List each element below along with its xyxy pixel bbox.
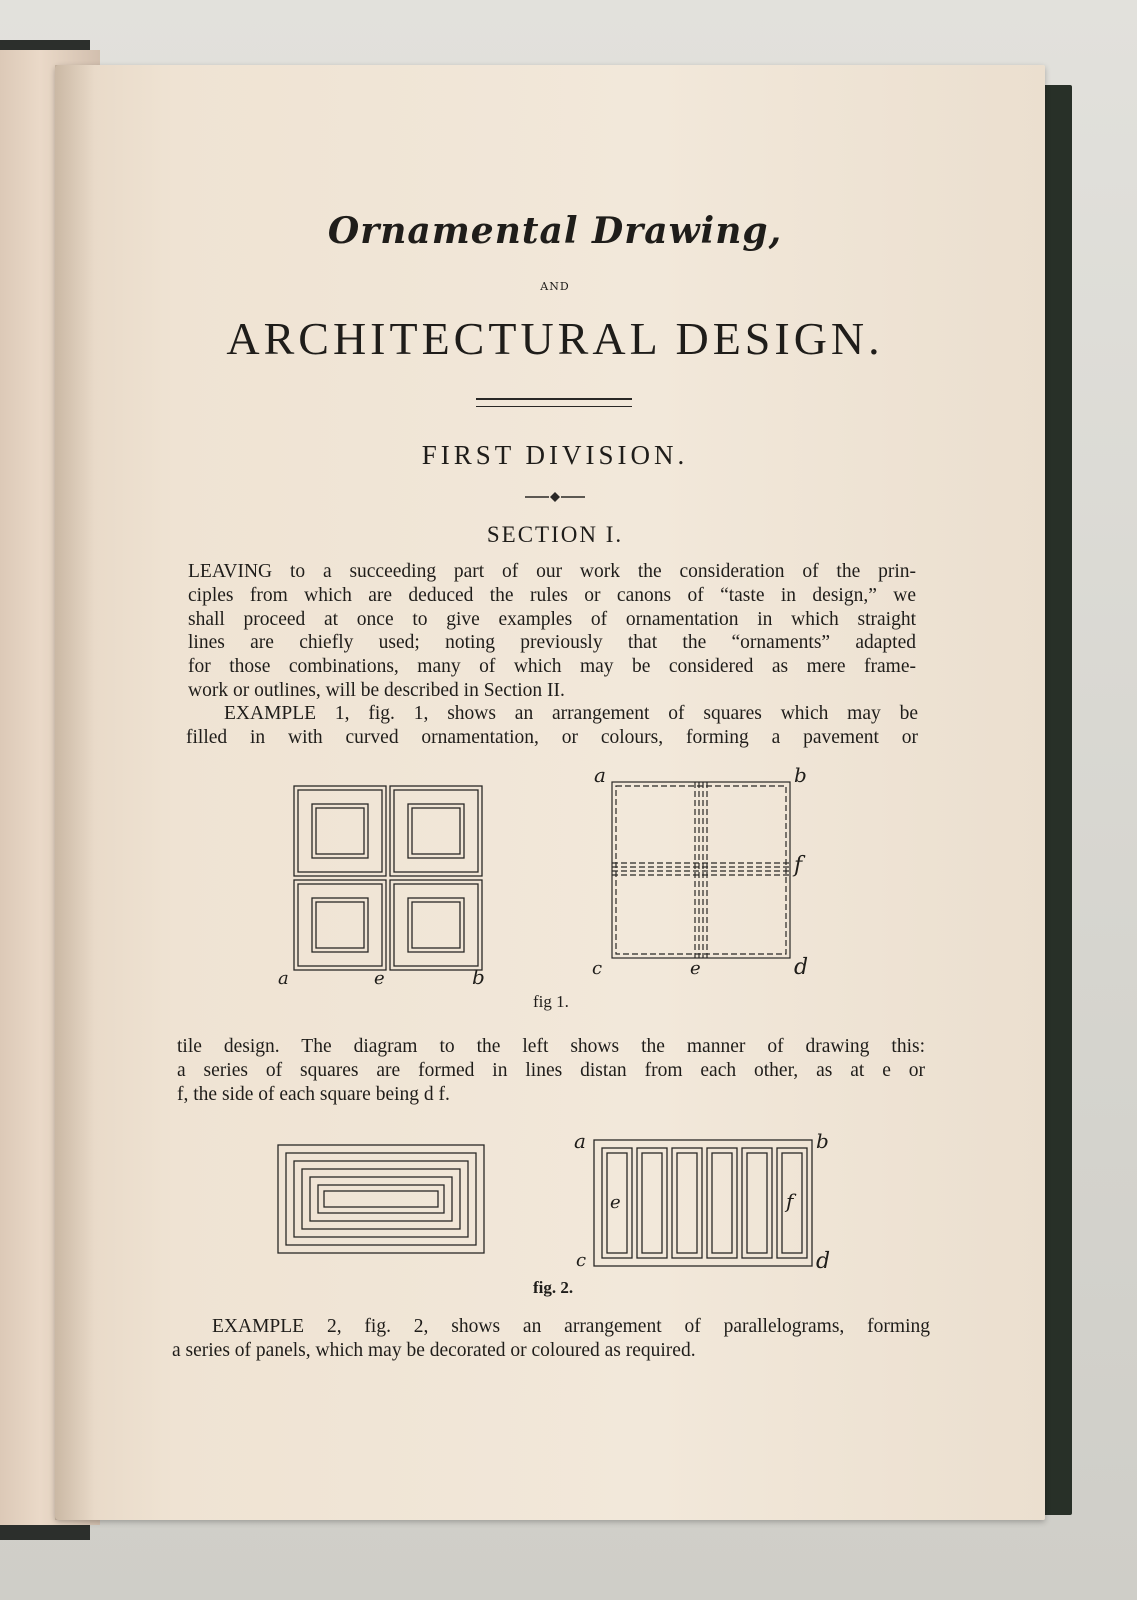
paragraph-example-1 (186, 702, 918, 750)
label-a: a (594, 763, 606, 787)
paragraph-intro (188, 560, 916, 703)
label-c: c (576, 1250, 587, 1271)
label-b: b (472, 965, 485, 989)
label-b: b (794, 763, 807, 787)
label-e: e (374, 968, 385, 989)
diamond-ornament-icon (525, 491, 585, 503)
fig1-left-diagram (272, 780, 492, 989)
text-line: a series of squares are formed in lines distan from each other, as at e or (177, 1059, 925, 1081)
text-line: filled in with curved ornamentation, or colours, forming a pavement or (186, 726, 918, 748)
fig1-caption: fig 1. (533, 992, 569, 1011)
page-title-main: ARCHITECTURAL DESIGN. (226, 313, 884, 364)
label-f: f (786, 1189, 794, 1213)
label-e: e (690, 958, 701, 979)
text-line: tile design. The diagram to the left shows the manner of drawing this: (177, 1036, 925, 1057)
paragraph-fig1-description (177, 1035, 925, 1106)
text-line: a series of panels, which may be decorated or coloured as required. (172, 1339, 696, 1361)
text-line: work or outlines, will be described in Section II. (188, 679, 565, 701)
label-d: d (794, 955, 809, 980)
text-line: EXAMPLE 2, fig. 2, shows an arrangement of parallelograms, forming (212, 1316, 930, 1337)
text-line: lines are chiefly used; noting previously that the “ornaments” adapted (188, 632, 916, 654)
fig2-right-diagram (570, 1129, 840, 1274)
section-heading: SECTION I. (486, 522, 624, 547)
label-e: e (610, 1192, 621, 1213)
paragraph-example-2 (172, 1315, 930, 1363)
text-line: EXAMPLE 1, fig. 1, shows an arrangement of squares which may be (224, 703, 918, 724)
text-line: f, the side of each square being d f. (177, 1083, 450, 1105)
label-f: f (794, 853, 803, 878)
label-a: a (278, 968, 289, 989)
label-a: a (574, 1129, 586, 1153)
fig1-right-diagram (592, 763, 828, 985)
page-title-gothic: Ornamental Drawing, (327, 210, 783, 252)
label-c: c (592, 958, 603, 979)
label-b: b (816, 1129, 829, 1153)
division-heading: FIRST DIVISION. (421, 440, 689, 470)
title-conjunction: AND (540, 280, 570, 293)
text-line: LEAVING to a succeeding part of our work the consideration of the prin- (188, 561, 916, 582)
text-line: ciples from which are deduced the rules or canons of “taste in design,” we (188, 584, 916, 606)
text-line: shall proceed at once to give examples of ornamentation in which straight (188, 608, 916, 630)
fig2-caption: fig. 2. (533, 1278, 574, 1297)
fig2-left-diagram (276, 1143, 486, 1258)
text-line: for those combinations, many of which may be considered as mere frame- (188, 656, 916, 678)
double-rule-divider (476, 398, 632, 407)
label-d: d (816, 1249, 831, 1274)
